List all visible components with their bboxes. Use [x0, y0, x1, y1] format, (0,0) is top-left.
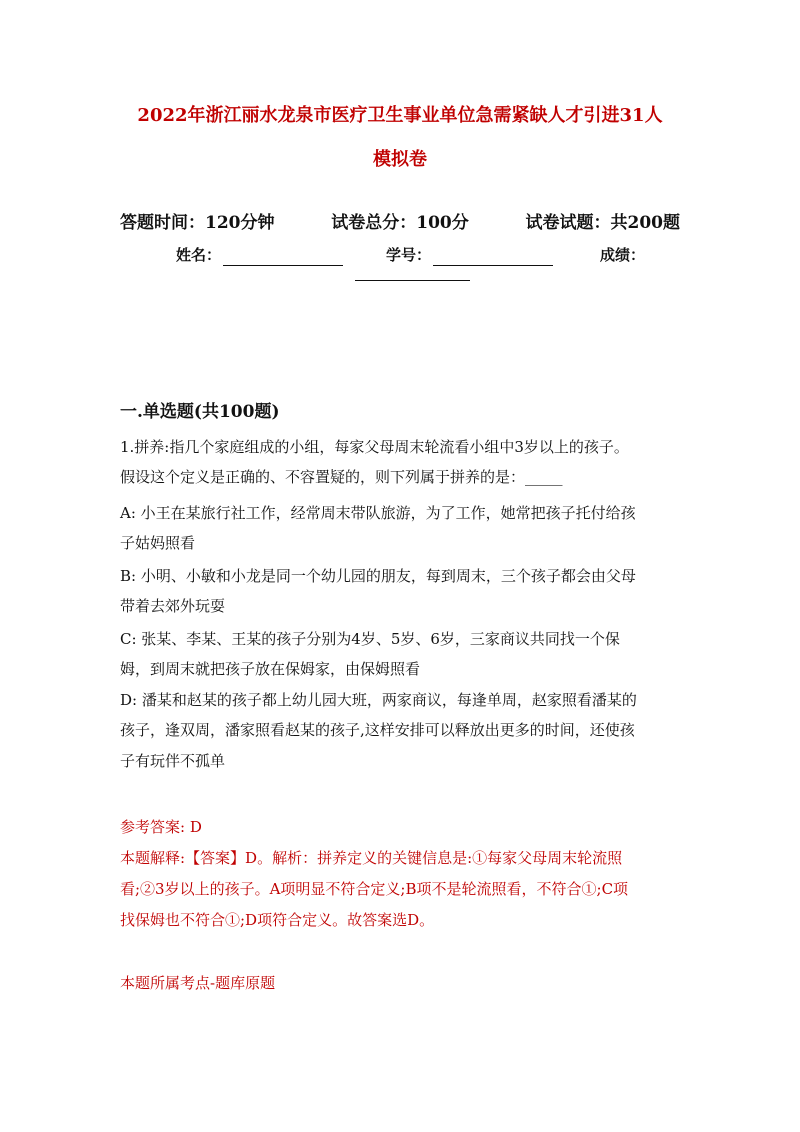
- student-id-label: 学号：: [386, 246, 432, 264]
- explanation: 找保姆也不符合①;D项符合定义。故答案选D。: [120, 911, 435, 929]
- question-stem: 假设这个定义是正确的、不容置疑的，则下列属于拼养的是：_____: [120, 468, 563, 486]
- student-id-field: [386, 244, 553, 266]
- name-label: 姓名：: [176, 246, 222, 264]
- option-a: 子姑妈照看: [120, 534, 196, 552]
- student-id-blank[interactable]: [433, 249, 553, 266]
- option-c: C: 张某、李某、王某的孩子分别为4岁、5岁、6岁，三家商议共同找一个保: [120, 630, 620, 648]
- option-b: B: 小明、小敏和小龙是同一个幼儿园的朋友，每到周末，三个孩子都会由父母: [120, 567, 636, 585]
- option-a: A: 小王在某旅行社工作，经常周末带队旅游，为了工作，她常把孩子托付给孩: [120, 504, 636, 522]
- option-b: 带着去郊外玩耍: [120, 597, 226, 615]
- exam-meta: [120, 212, 680, 234]
- score-blank[interactable]: [355, 280, 470, 281]
- score-field: [600, 244, 645, 266]
- topic-source: 本题所属考点-题库原题: [120, 974, 276, 992]
- name-blank[interactable]: [223, 249, 343, 266]
- question-count: 试卷试题：共200题: [525, 213, 680, 233]
- question-stem: 1.拼养:指几个家庭组成的小组，每家父母周末轮流看小组中3岁以上的孩子。: [120, 438, 629, 456]
- explanation: 本题解释:【答案】D。解析：拼养定义的关键信息是:①每家父母周末轮流照: [120, 849, 623, 867]
- option-d: D: 潘某和赵某的孩子都上幼儿园大班，两家商议，每逢单周，赵家照看潘某的: [120, 691, 637, 709]
- option-d: 子有玩伴不孤单: [120, 752, 226, 770]
- exam-title-line1: 2022年浙江丽水龙泉市医疗卫生事业单位急需紧缺人才引进31人: [137, 105, 663, 126]
- option-d: 孩子，逢双周，潘家照看赵某的孩子,这样安排可以释放出更多的时间，还使孩: [120, 721, 635, 739]
- name-field: [176, 244, 343, 266]
- time-limit: 答题时间：120分钟: [120, 213, 275, 233]
- explanation: 看;②3岁以上的孩子。A项明显不符合定义;B项不是轮流照看，不符合①;C项: [120, 880, 629, 898]
- total-score: 试卷总分：100分: [331, 213, 469, 233]
- section-title: 一.单选题(共100题): [120, 402, 280, 422]
- reference-answer: 参考答案: D: [120, 818, 202, 836]
- exam-title-line2: 模拟卷: [373, 149, 427, 170]
- score-label: 成绩：: [600, 246, 646, 264]
- option-c: 姆，到周末就把孩子放在保姆家，由保姆照看: [120, 660, 421, 678]
